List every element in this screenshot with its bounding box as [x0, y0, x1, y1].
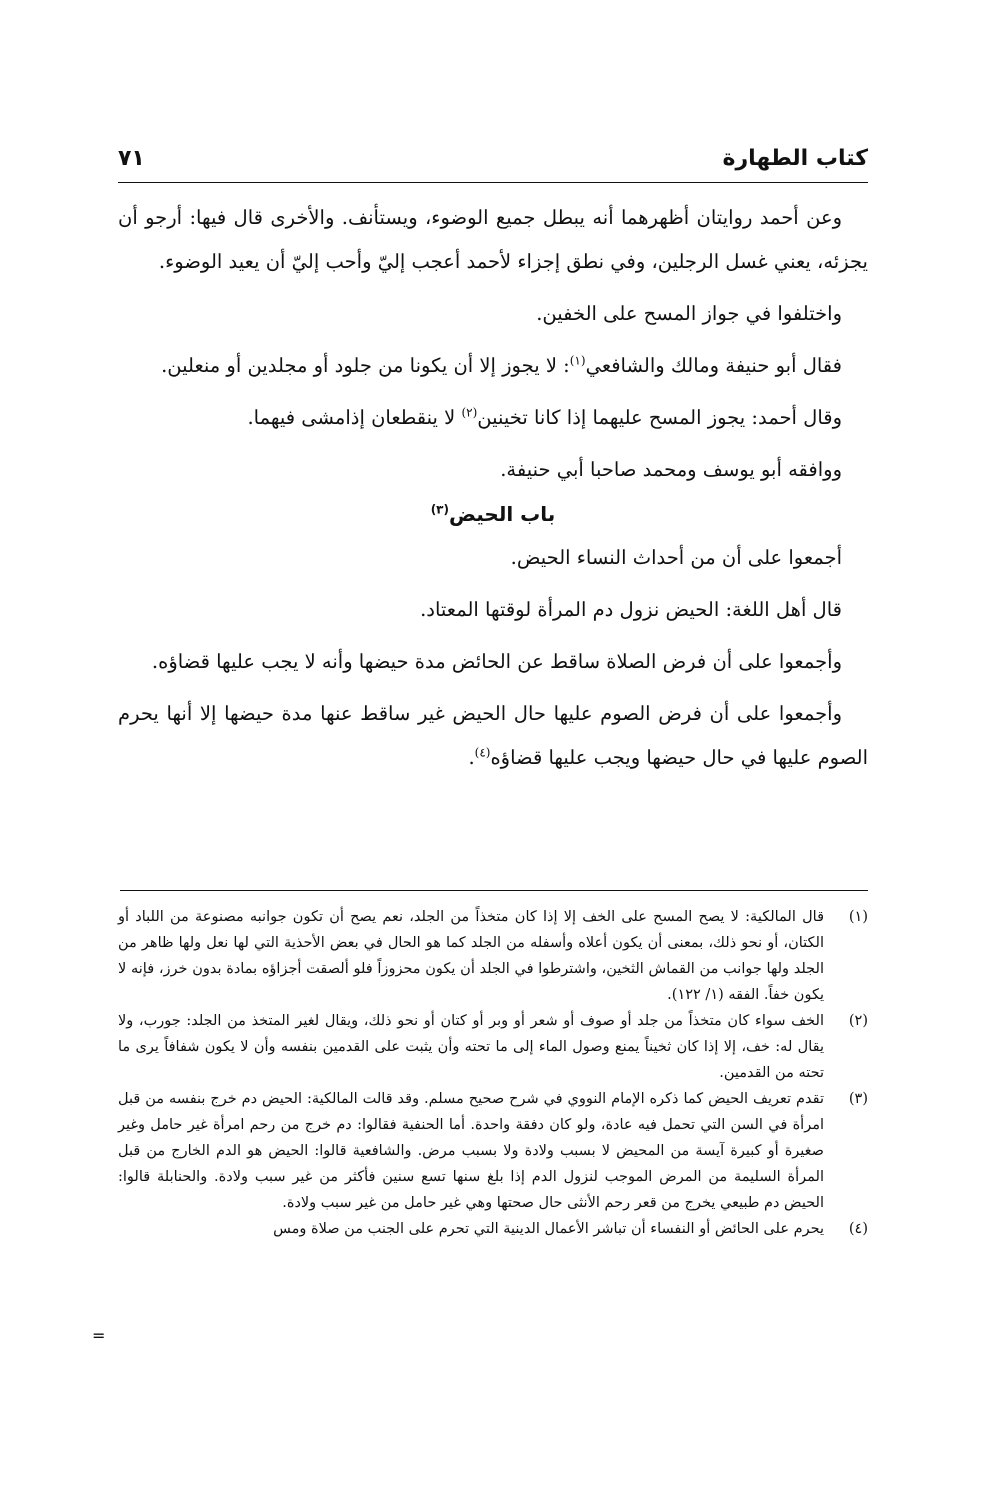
paragraph: ووافقه أبو يوسف ومحمد صاحبا أبي حنيفة.	[500, 458, 842, 481]
footnotes	[118, 904, 868, 1242]
section-heading: باب الحيض$^{(٣)}$	[430, 502, 556, 526]
footnote	[118, 904, 868, 1008]
footnote-ref[interactable]: (١)	[569, 353, 586, 368]
page-header	[118, 140, 868, 180]
paragraph: وقال أحمد: يجوز المسح عليهما إذا كانا تخينين$^{(٢)}$ لا ينقطعان إذامشى فيهما.	[247, 405, 842, 429]
footnote-text: يحرم على الحائض أو النفساء أن تباشر الأعمال الدينية التي تحرم على الجنب من صلاة ومس	[273, 1221, 824, 1237]
footnote	[118, 1216, 868, 1242]
footnote	[118, 1086, 868, 1216]
footnote-text: الخف سواء كان متخذاً من جلد أو صوف أو شعر أو وبر أو كتان أو نحو ذلك، ويقال لغير المتخذ من الجلد: جورب، ولا يقال له: خف، إلا إذا كان ثخيناً يمنع وصول الماء إلى ما تحته وأن يثبت على القدمين بنفسه وأن لا يكون شفافاً يرى ما تحته من القدمين.	[118, 1013, 824, 1081]
footnote-ref[interactable]: (٢)	[461, 405, 478, 420]
footnote-number: (٤)	[848, 1221, 868, 1237]
footnote-number: (٣)	[848, 1091, 868, 1107]
paragraph: فقال أبو حنيفة ومالك والشافعي$^{(١)}$: لا يجوز إلا أن يكونا من جلود أو مجلدين أو منعلين.	[161, 353, 842, 377]
paragraph: وأجمعوا على أن فرض الصوم عليها حال الحيض غير ساقط عنها مدة حيضها إلا أنها يحرم الصوم عليها في حال حيضها ويجب عليها قضاؤه$^{(٤)}$.	[118, 702, 868, 769]
paragraph: وأجمعوا على أن فرض الصلاة ساقط عن الحائض مدة حيضها وأنه لا يجب عليها قضاؤه.	[151, 650, 842, 673]
paragraph: واختلفوا في جواز المسح على الخفين.	[536, 302, 842, 325]
footnote	[118, 1008, 868, 1086]
footnote-ref[interactable]: (٣)	[430, 502, 449, 517]
footnote-text: تقدم تعريف الحيض كما ذكره الإمام النووي في شرح صحيح مسلم. وقد قالت المالكية: الحيض دم خرج بنفسه من قبل امرأة في السن التي تحمل فيه عادة، ولو كان دفقة واحدة. أما الحنفية فقالوا: دم خرج من رحم امرأة غير حامل وغير صغيرة أو كبيرة آيسة من المحيض لا بسبب ولادة ولا بسبب مرض. والشافعية قالوا: الحيض هو الدم الخارج من قبل المرأة السليمة من المرض الموجب لنزول الدم إذا بلغ سنها تسع سنين فأكثر من غير سبب ولادة. والحنابلة قالوا: الحيض دم طبيعي يخرج من قعر رحم الأنثى حال صحتها وهي غير حامل من غير سبب ولادة.	[118, 1091, 824, 1211]
main-text	[118, 196, 868, 780]
chapter-title: كتاب الطهارة	[722, 146, 868, 171]
paragraph: أجمعوا على أن من أحداث النساء الحيض.	[510, 546, 842, 569]
footnote-number: (٢)	[848, 1013, 868, 1029]
page-number: ٧١	[118, 146, 145, 171]
footnote-text: قال المالكية: لا يصح المسح على الخف إلا إذا كان متخذاً من الجلد، نعم يصح أن تكون جوانبه مصنوعة من اللباد أو الكتان، أو نحو ذلك، بمعنى أن يكون أعلاه وأسفله من الجلد كما هو الحال في بعض الأحذية التي لها نعل ولها ظاهر من الجلد ولها جوانب من القماش الثخين، واشترطوا في الجلد أن يكون محزوزاً فلو ألصقت أجزاؤه بمادة بدون خرز، فإنه لا يكون خفاً. الفقه (١/ ١٢٢).	[118, 909, 824, 1003]
footnote-number: (١)	[848, 909, 868, 925]
footnote-ref[interactable]: (٤)	[474, 745, 491, 760]
paragraph: قال أهل اللغة: الحيض نزول دم المرأة لوقتها المعتاد.	[420, 598, 842, 621]
continuation-mark: =	[92, 1326, 106, 1345]
paragraph: وعن أحمد روايتان أظهرهما أنه يبطل جميع الوضوء، ويستأنف. والأخرى قال فيها: أرجو أن يجزئه، يعني غسل الرجلين، وفي نطق إجزاء لأحمد أعجب إليّ وأحب إليّ أن يعيد الوضوء.	[118, 206, 868, 273]
header-divider	[118, 182, 868, 183]
footnote-divider	[120, 890, 868, 891]
